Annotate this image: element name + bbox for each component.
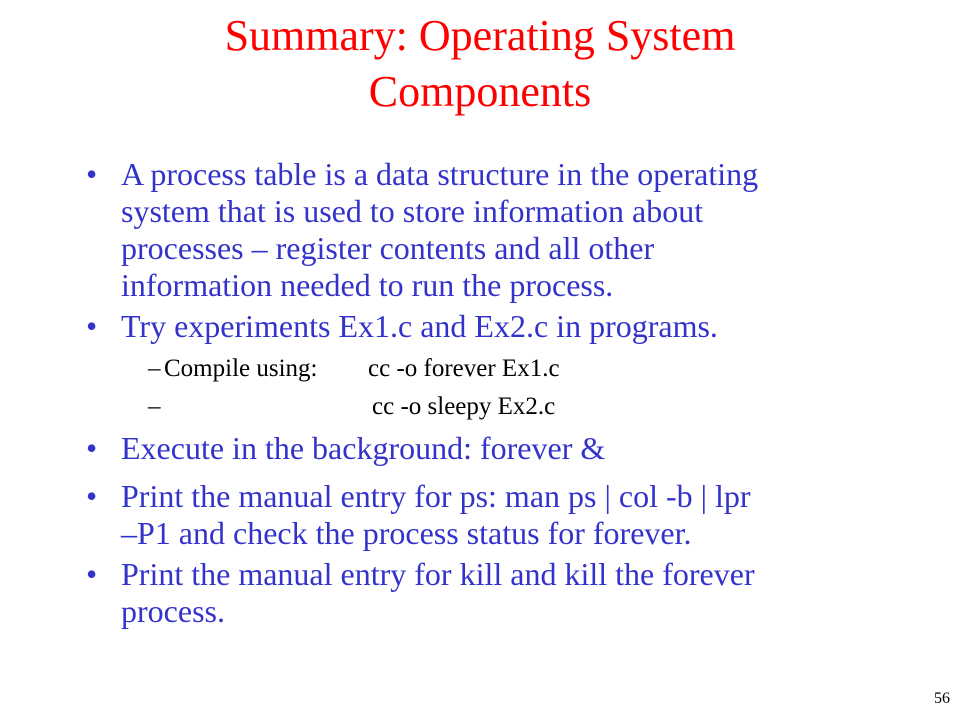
bullet-line: Print the manual entry for ps: man ps | col -b | lpr — [121, 478, 751, 514]
bullet-print-manual-kill — [72, 556, 872, 632]
bullet-text — [121, 430, 871, 467]
bullet-mark: • — [86, 478, 98, 514]
bullet-line: processes – register contents and all other — [121, 230, 655, 266]
bullet-text — [121, 308, 871, 345]
bullet-line: Print the manual entry for kill and kill the forever — [121, 556, 755, 592]
bullet-line: information needed to run the process. — [121, 267, 614, 303]
slide-title — [60, 8, 900, 120]
sub-label: Compile using: — [164, 355, 318, 382]
bullet-line: Try experiments Ex1.c and Ex2.c in programs. — [121, 308, 718, 344]
bullet-try-experiments — [72, 308, 872, 348]
bullet-mark: • — [86, 430, 98, 466]
page-number: 56 — [934, 690, 950, 707]
bullet-line: –P1 and check the process status for forever. — [121, 515, 692, 551]
slide-title-line-1: Summary: Operating System — [224, 11, 736, 60]
sub-item-compile — [148, 354, 648, 384]
bullet-text — [121, 556, 871, 630]
bullet-execute-background — [72, 430, 872, 470]
bullet-text — [121, 156, 871, 304]
bullet-line: system that is used to store information about — [121, 193, 704, 229]
bullet-process-table — [72, 156, 872, 306]
bullet-line: A process table is a data structure in the operating — [121, 156, 759, 192]
sub-command: cc -o forever Ex1.c — [368, 355, 560, 382]
bullet-mark: • — [86, 308, 98, 344]
sub-item-compile-sleepy — [148, 392, 648, 422]
sub-command: cc -o sleepy Ex2.c — [372, 393, 556, 420]
bullet-mark: • — [86, 156, 98, 192]
bullet-print-manual-ps — [72, 478, 872, 554]
slide-title-line-2: Components — [368, 67, 592, 116]
bullet-line: Execute in the background: forever & — [121, 430, 606, 466]
sub-dash: – — [148, 355, 161, 382]
sub-dash: – — [148, 393, 161, 420]
bullet-line: process. — [121, 593, 225, 629]
bullet-mark: • — [86, 556, 98, 592]
bullet-text — [121, 478, 871, 552]
